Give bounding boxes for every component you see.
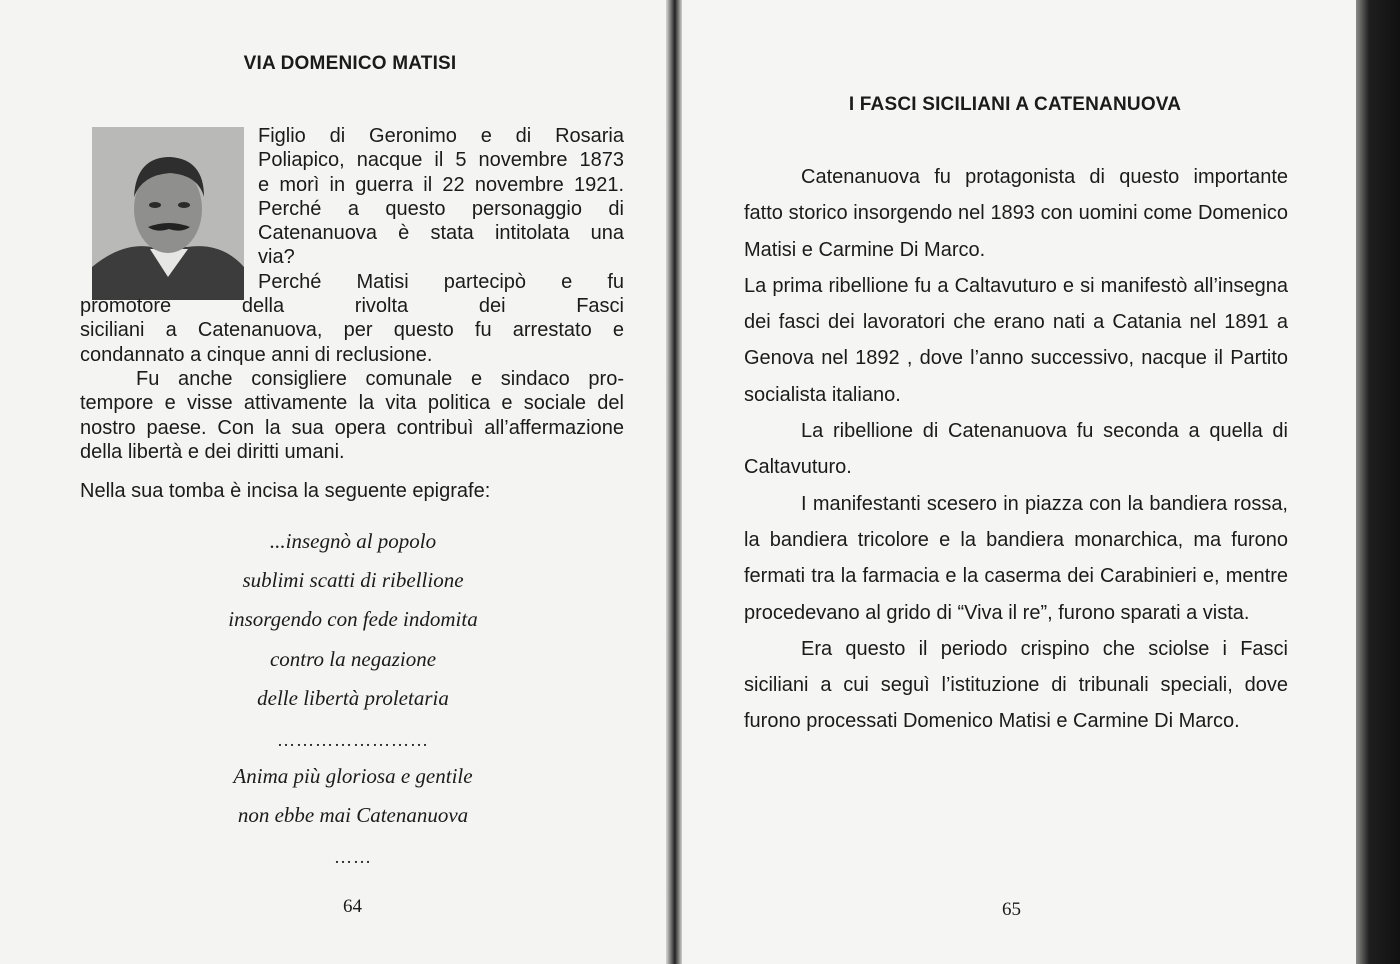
bio-line: e morì in guerra il 22 novembre 1921. [258, 173, 624, 196]
bio-line: Figlio di Geronimo e di Rosaria [258, 125, 624, 147]
bio-line: nostro paese. Con la sua opera contribuì all’affermazione [80, 416, 624, 439]
page-number-left: 64 [343, 896, 362, 917]
bio-line: Perché a questo personaggio di [258, 197, 624, 220]
epigraph-line: Anima più gloriosa e gentile [233, 764, 473, 788]
epigraph-line: insorgendo con fede indomita [228, 607, 478, 631]
bio-line: via? [258, 246, 295, 269]
right-page-title: I FASCI SICILIANI A CATENANUOVA [848, 94, 1182, 115]
article-text [744, 159, 1288, 740]
article-paragraph: I manifestanti scesero in piazza con la bandiera rossa, la bandiera tricolore e la bandiera monarchica, ma furono fermati tra la farmacia e la caserma dei Carabinieri e, mentre procedevano al grido di “Viva il re”, furono sparati a vista. [744, 492, 1288, 624]
bio-line: della libertà e dei diritti umani. [80, 440, 345, 463]
article-paragraph: La ribellione di Catenanuova fu seconda a quella di Caltavuturo. [744, 420, 1288, 479]
epigraph-line: sublimi scatti di ribellione [242, 568, 464, 592]
bio-line: Poliapico, nacque il 5 novembre 1873 [258, 149, 624, 172]
epigraph-intro: Nella sua tomba è incisa la seguente epigrafe: [80, 480, 491, 502]
biography-text [80, 124, 624, 464]
bio-line: Perché Matisi partecipò e fu [258, 270, 624, 293]
bio-line: Catenanuova è stata intitolata una [258, 222, 624, 245]
left-page-title: VIA DOMENICO MATISI [243, 53, 457, 74]
epigraph-ellipsis: …… [334, 847, 372, 867]
article-paragraph: Catenanuova fu protagonista di questo importante fatto storico insorgendo nel 1893 con uomini come Domenico Matisi e Carmine Di Marco. [744, 166, 1288, 261]
epigraph-line: ...insegnò al popolo [269, 529, 437, 553]
page-number-right: 65 [1002, 899, 1021, 920]
bio-line: siciliani a Catenanuova, per questo fu arrestato e [80, 319, 624, 342]
epigraph-line: delle libertà proletaria [257, 686, 449, 710]
article-paragraph: La prima ribellione fu a Caltavuturo e si manifestò all’insegna dei fasci dei lavoratori che erano nati a Catania nel 1891 a Genova nel 1892 , dove l’anno successivo, nacque il Partito socialista italiano. [744, 274, 1288, 406]
bio-line: tempore e visse attivamente la vita politica e sociale del [80, 392, 624, 415]
epigraph-line: non ebbe mai Catenanuova [237, 803, 469, 827]
bio-line: promotore della rivolta dei Fasci [80, 295, 624, 318]
bio-line: condannato a cinque anni di reclusione. [80, 343, 433, 366]
book-edge [1356, 0, 1400, 964]
bio-line: Fu anche consigliere comunale e sindaco pro- [136, 367, 624, 390]
epigraph-ellipsis: …………………… [277, 730, 429, 750]
article-paragraph: Era questo il periodo crispino che sciolse i Fasci siciliani a cui seguì l’istituzione di tribunali speciali, dove furono processati Domenico Matisi e Carmine Di Marco. [744, 637, 1288, 733]
epigraph-line: contro la negazione [269, 647, 437, 671]
